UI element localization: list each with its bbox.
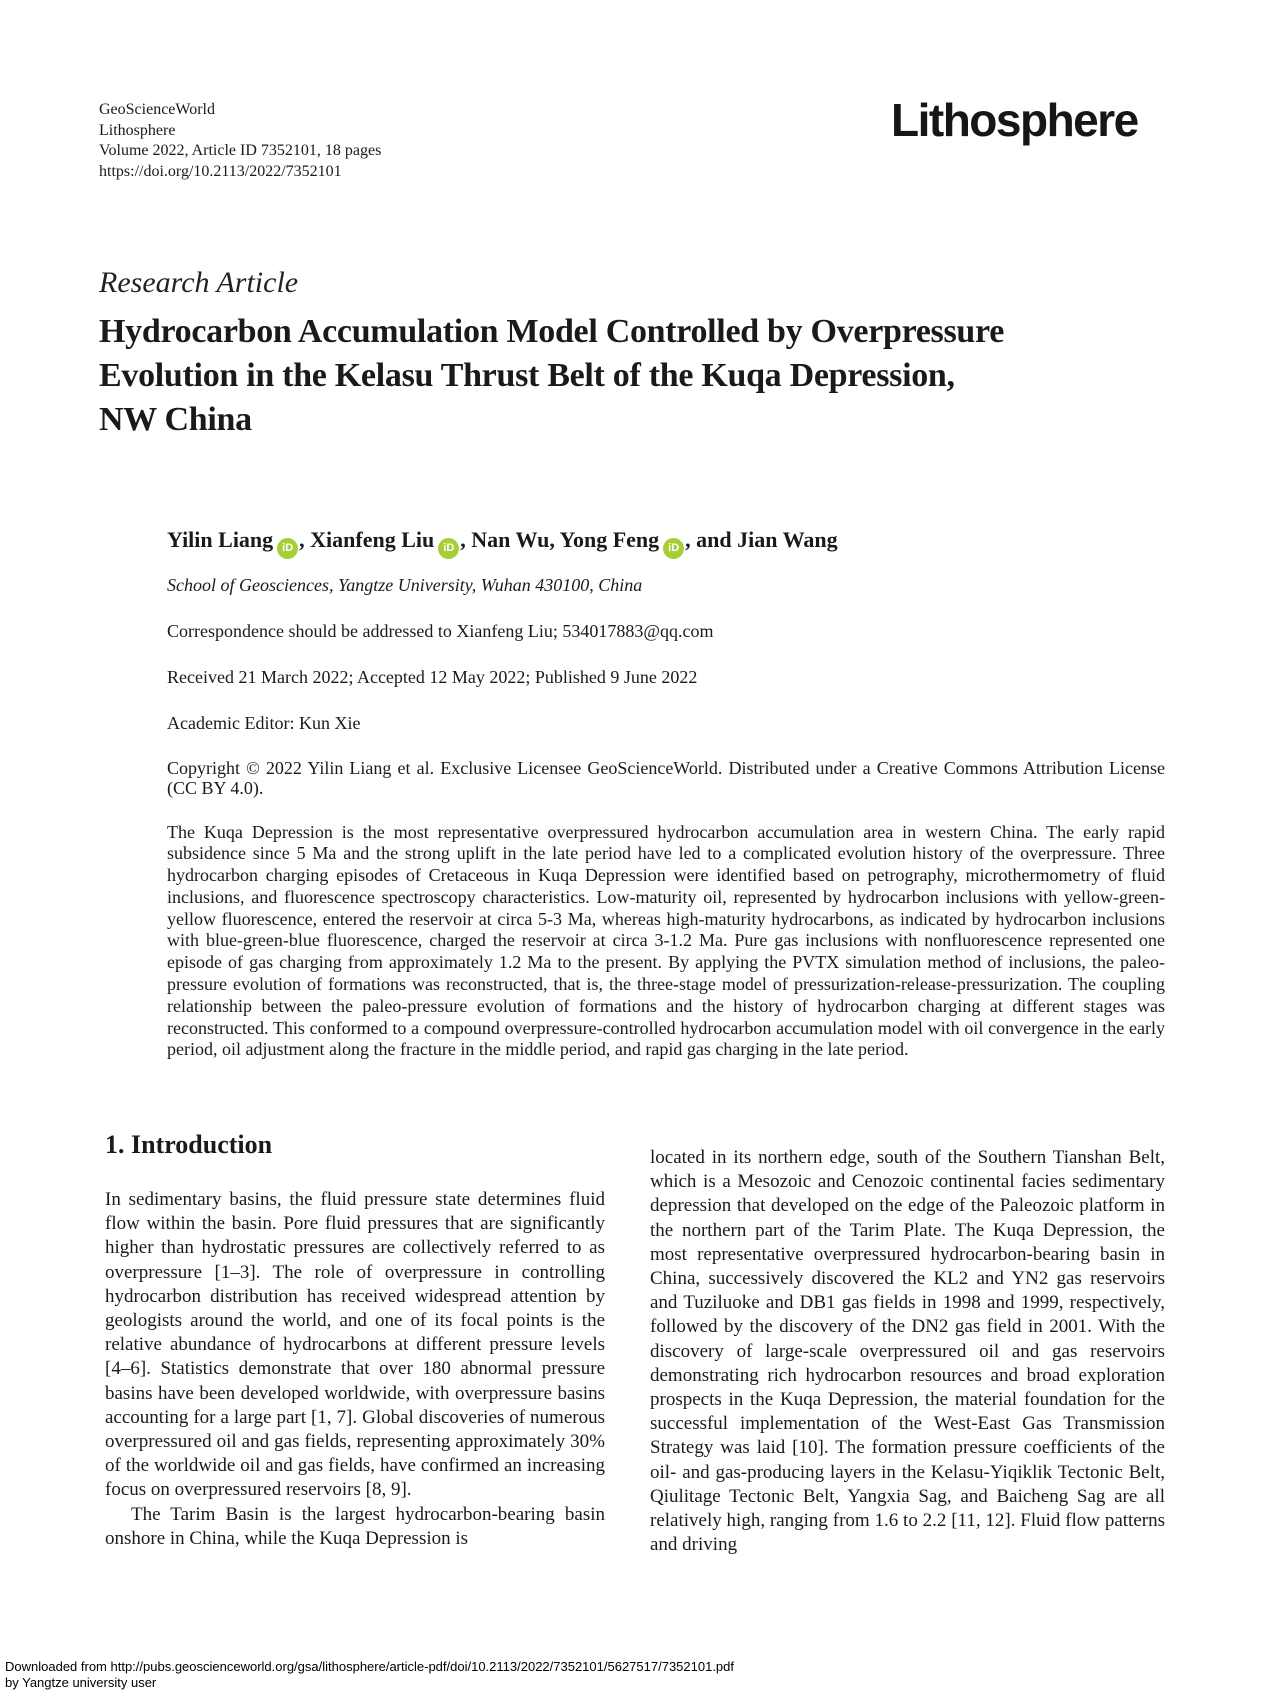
- orcid-icon[interactable]: iD: [438, 538, 459, 559]
- academic-editor-line: Academic Editor: Kun Xie: [167, 712, 361, 733]
- affiliation: School of Geosciences, Yangtze University, Wuhan 430100, China: [167, 574, 643, 595]
- intro-paragraph-2-continued: located in its northern edge, south of the Southern Tianshan Belt, which is a Mesozoic and Cenozoic continental facies sedimentary depression that developed on the edge of the Paleozoic platform in the northern part of the Tarim Plate. The Kuqa Depression, the most representative overpressured hydrocarbon-bearing basin in China, successively discovered the KL2 and YN2 gas reservoirs and Tuziluoke and DB1 gas fields in 1998 and 1999, respectively, followed by the discovery of the DN2 gas field in 2001. With the discovery of large-scale overpressured oil and gas reservoirs demonstrating rich hydrocarbon resources and broad exploration prospects in the Kuqa Depression, the material foundation for the successful implementation of the West-East Gas Transmission Strategy was laid [10]. The formation pressure coefficients of the oil- and gas-producing layers in the Kelasu-Yiqiklik Tectonic Belt, Qiulitage Tectonic Belt, Yangxia Sag, and Baicheng Sag are all relatively high, ranging from 1.6 to 2.2 [11, 12]. Fluid flow patterns and driving: [650, 1147, 1165, 1556]
- article-type-label: Research Article: [99, 266, 299, 299]
- article-title-line: Hydrocarbon Accumulation Model Controlled by Overpressure: [99, 313, 1005, 350]
- download-user-line: by Yangtze university user: [5, 1674, 157, 1690]
- doi-link[interactable]: https://doi.org/10.2113/2022/7352101: [99, 162, 342, 180]
- volume-article-id: Volume 2022, Article ID 7352101, 18 pages: [99, 142, 382, 159]
- author-name: Yilin Liang: [167, 527, 274, 552]
- intro-section: [105, 1130, 1165, 1557]
- author-list: Yilin Liang iD , Xianfeng Liu iD , Nan Wu, Yong Feng iD , and Jian Wang: [167, 527, 1165, 559]
- citation-block: [99, 100, 381, 182]
- correspondence-line: Correspondence should be addressed to Xianfeng Liu; 534017883@qq.com: [167, 620, 714, 641]
- publisher-name: GeoScienceWorld: [99, 101, 215, 118]
- article-title: [99, 310, 1004, 442]
- journal-name: Lithosphere: [99, 121, 176, 139]
- intro-paragraph-1: In sedimentary basins, the fluid pressure state determines fluid flow within the basin. Pore fluid pressures that are significantly higher than hydrostatic pressures are collectively referred to as overpressure [1–3]. The role of overpressure in controlling hydrocarbon distribution has received widespread attention by geologists around the world, and one of its focal points is the relative abundance of hydrocarbons at different pressure levels [4–6]. Statistics demonstrate that over 180 abnormal pressure basins have been developed worldwide, with overpressure basins accounting for a large part [1, 7]. Global discoveries of numerous overpressured oil and gas fields, representing approximately 30% of the worldwide oil and gas fields, have confirmed an increasing focus on overpressured reservoirs [8, 9].: [105, 1189, 605, 1501]
- author-name: Yong Feng: [559, 527, 660, 552]
- abstract-text: The Kuqa Depression is the most representative overpressured hydrocarbon accumulation area in western China. The early rapid subsidence since 5 Ma and the strong uplift in the late period have led to a complicated evolution history of the overpressure. Three hydrocarbon charging episodes of Cretaceous in Kuqa Depression were identified based on petrography, microthermometry of fluid inclusions, and fluorescence spectroscopy characteristics. Low-maturity oil, represented by hydrocarbon inclusions with yellow-green-yellow fluorescence, entered the reservoir at circa 5-3 Ma, whereas high-maturity hydrocarbons, as indicated by hydrocarbon inclusions with blue-green-blue fluorescence, charged the reservoir at circa 3-1.2 Ma. Pure gas inclusions with nonfluorescence represented one episode of gas charging from approximately 1.2 Ma to the present. By applying the PVTX simulation method of inclusions, the paleo-pressure evolution of formations was reconstructed, that is, the three-stage model of pressurization-release-pressurization. The coupling relationship between the paleo-pressure evolution of formations and the history of hydrocarbon charging at different stages was reconstructed. This conformed to a compound overpressure-controlled hydrocarbon accumulation model with oil convergence in the early period, oil adjustment along the fracture in the middle period, and rapid gas charging in the late period.: [167, 821, 1165, 1060]
- orcid-icon[interactable]: iD: [663, 538, 684, 559]
- right-column: [650, 1130, 1165, 1557]
- copyright-notice: Copyright © 2022 Yilin Liang et al. Exclusive Licensee GeoScienceWorld. Distributed under a Creative Commons Attribution License (CC BY 4.0).: [167, 757, 1165, 798]
- author-name: Xianfeng Liu: [310, 527, 435, 552]
- left-column: [105, 1130, 605, 1557]
- orcid-icon[interactable]: iD: [277, 538, 298, 559]
- article-meta-block: [167, 527, 1165, 1061]
- lithosphere-logo: Lithosphere: [891, 94, 1138, 146]
- author-name: Nan Wu: [471, 527, 550, 552]
- author-name: and Jian Wang: [696, 527, 838, 552]
- article-title-line: Evolution in the Kelasu Thrust Belt of the Kuqa Depression,: [99, 357, 955, 394]
- download-url-line: Downloaded from http://pubs.geoscienceworld.org/gsa/lithosphere/article-pdf/doi/10.2113/2022/7352101/5627517/7352101.pdf: [5, 1659, 735, 1674]
- intro-heading: 1. Introduction: [105, 1130, 273, 1159]
- history-dates-line: Received 21 March 2022; Accepted 12 May 2022; Published 9 June 2022: [167, 666, 698, 687]
- article-title-line: NW China: [99, 401, 252, 438]
- download-watermark: [5, 1659, 734, 1690]
- intro-paragraph-2: The Tarim Basin is the largest hydrocarbon-bearing basin onshore in China, while the Kuqa Depression is: [105, 1503, 605, 1549]
